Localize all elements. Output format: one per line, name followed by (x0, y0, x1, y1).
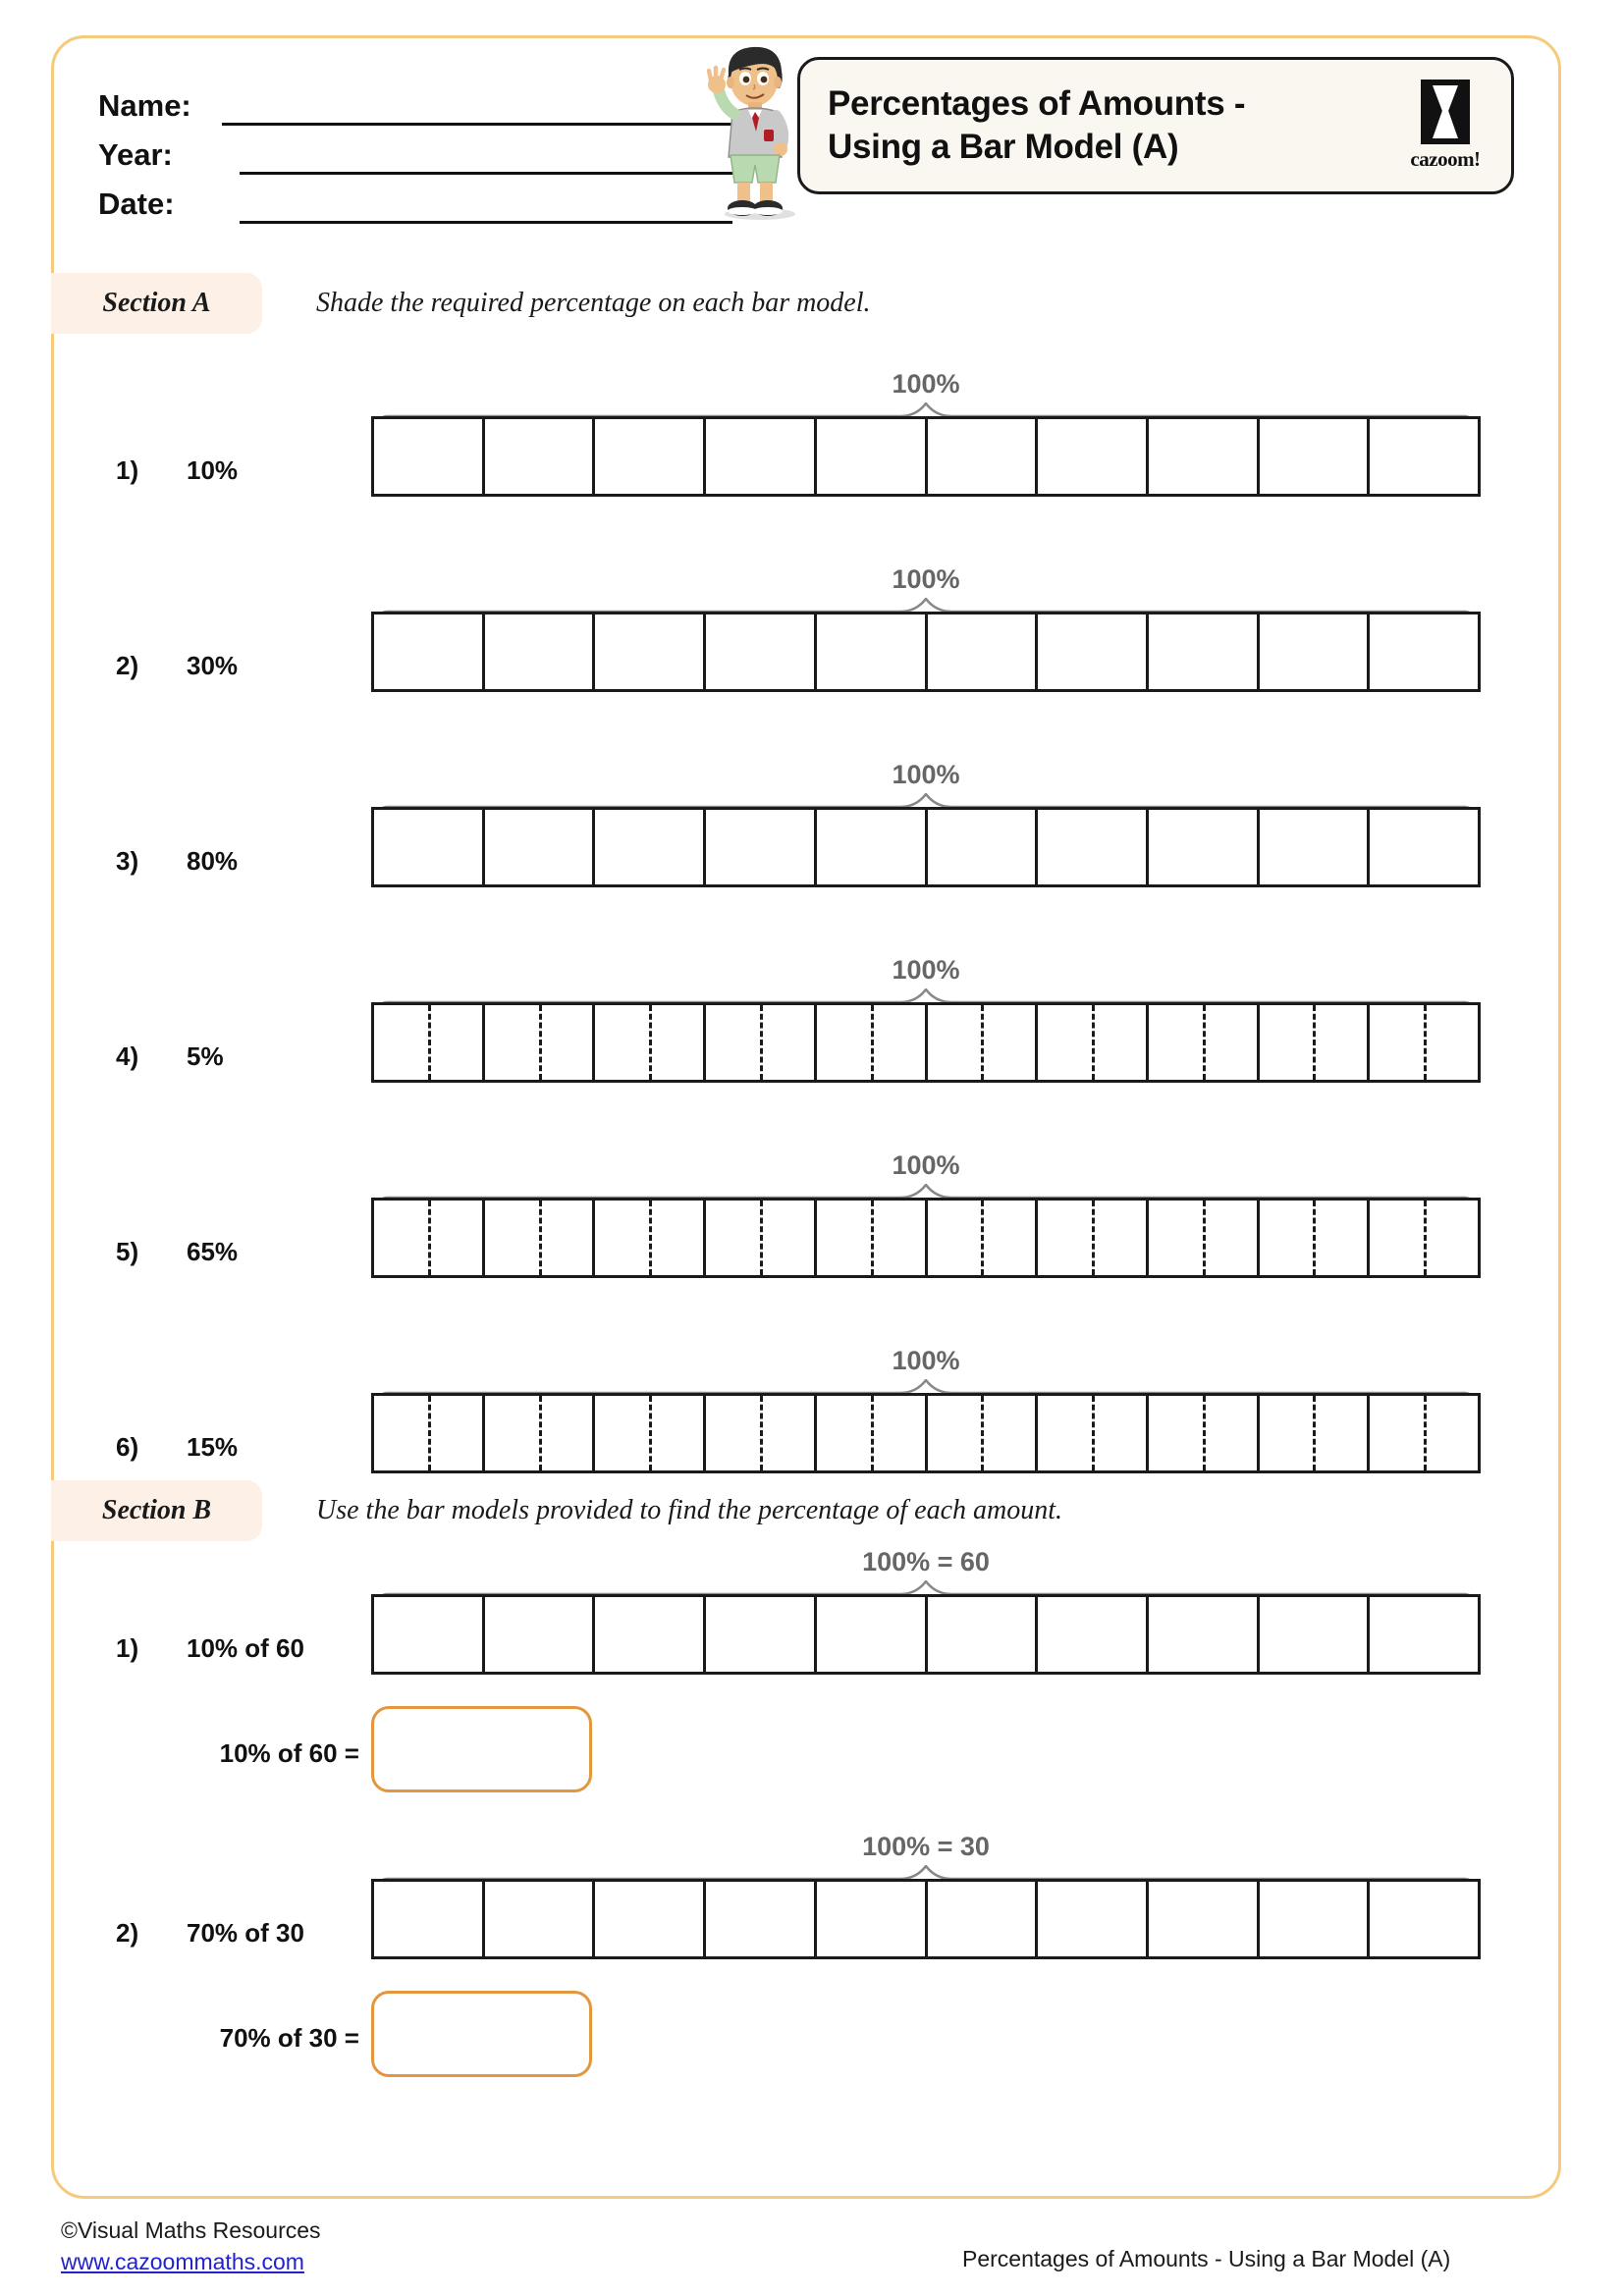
question-number: 2) (116, 1918, 139, 1948)
date-field-input[interactable] (240, 187, 732, 224)
bar-cell[interactable] (1260, 1396, 1371, 1470)
footer-credits (61, 2215, 321, 2277)
bar-cell[interactable] (1038, 1396, 1149, 1470)
bar-cell[interactable] (485, 614, 596, 689)
question-number: 1) (116, 455, 139, 485)
bar-total-label: 100% (892, 1346, 960, 1375)
question-percentage-label: 5% (187, 1041, 224, 1071)
bar-cell[interactable] (1370, 1005, 1478, 1080)
bar-model[interactable] (371, 1002, 1481, 1083)
answer-prompt-label: 10% of 60 = (219, 1738, 359, 1768)
student-info-block (98, 77, 736, 224)
bar-cell[interactable] (1038, 614, 1149, 689)
bar-cell[interactable] (1149, 419, 1260, 494)
bar-cell[interactable] (817, 419, 928, 494)
bar-cell[interactable] (817, 810, 928, 884)
bar-cell[interactable] (1370, 1597, 1478, 1672)
question-number: 6) (116, 1432, 139, 1462)
name-field-label: Name: (98, 88, 191, 123)
bar-cell[interactable] (1149, 1005, 1260, 1080)
worksheet-title-line2: Using a Bar Model (A) (828, 128, 1179, 166)
bar-cell[interactable] (706, 1201, 817, 1275)
bar-cell[interactable] (1149, 1396, 1260, 1470)
bar-cell[interactable] (1260, 1005, 1371, 1080)
bar-cell[interactable] (1149, 614, 1260, 689)
bar-cell[interactable] (706, 1005, 817, 1080)
question-percentage-label: 70% of 30 (187, 1918, 304, 1948)
bar-cell[interactable] (595, 614, 706, 689)
bar-cell[interactable] (817, 1597, 928, 1672)
bar-cell[interactable] (1149, 1201, 1260, 1275)
bar-cell[interactable] (1260, 1201, 1371, 1275)
bar-cell[interactable] (374, 614, 485, 689)
bar-model[interactable] (371, 612, 1481, 692)
bar-cell[interactable] (706, 1396, 817, 1470)
bar-cell[interactable] (1149, 1597, 1260, 1672)
cazoom-logo-icon (1421, 80, 1470, 144)
name-field-row[interactable] (98, 77, 736, 126)
bar-cell[interactable] (485, 1005, 596, 1080)
bar-model[interactable] (371, 1594, 1481, 1675)
answer-input-box[interactable] (371, 1706, 592, 1792)
bar-cell[interactable] (1260, 1882, 1371, 1956)
bar-cell[interactable] (595, 810, 706, 884)
bar-cell[interactable] (374, 1882, 485, 1956)
question-number: 1) (116, 1633, 139, 1663)
bar-model[interactable] (371, 1198, 1481, 1278)
year-field-input[interactable] (240, 138, 732, 175)
question-percentage-label: 65% (187, 1237, 239, 1266)
bar-total-label: 100% (892, 564, 960, 594)
bar-cell[interactable] (595, 1005, 706, 1080)
bar-total-label: 100% = 60 (862, 1547, 990, 1576)
answer-prompt-label: 70% of 30 = (219, 2023, 359, 2053)
bar-cell[interactable] (595, 419, 706, 494)
bar-cell[interactable] (1370, 810, 1478, 884)
date-field-label: Date: (98, 187, 175, 221)
bar-cell[interactable] (817, 1396, 928, 1470)
bar-cell[interactable] (928, 1396, 1039, 1470)
bar-total-label: 100% = 30 (862, 1832, 990, 1861)
bar-cell[interactable] (1038, 810, 1149, 884)
bar-cell[interactable] (1260, 1597, 1371, 1672)
question-percentage-label: 15% (187, 1432, 239, 1462)
bar-cell[interactable] (706, 419, 817, 494)
bar-cell[interactable] (1038, 419, 1149, 494)
bar-cell[interactable] (374, 1396, 485, 1470)
bar-cell[interactable] (706, 810, 817, 884)
bar-model[interactable] (371, 1879, 1481, 1959)
bar-model[interactable] (371, 1393, 1481, 1473)
year-field-label: Year: (98, 137, 173, 172)
bar-cell[interactable] (928, 419, 1039, 494)
worksheet-header (51, 35, 1561, 261)
year-field-row[interactable] (98, 126, 736, 175)
bar-cell[interactable] (1260, 419, 1371, 494)
question-number: 3) (116, 846, 139, 876)
answer-input-box[interactable] (371, 1991, 592, 2077)
bar-cell[interactable] (485, 1597, 596, 1672)
bar-cell[interactable] (1038, 1597, 1149, 1672)
bar-model[interactable] (371, 807, 1481, 887)
bar-cell[interactable] (817, 1882, 928, 1956)
bar-cell[interactable] (1370, 1882, 1478, 1956)
bar-cell[interactable] (928, 1005, 1039, 1080)
bar-cell[interactable] (595, 1597, 706, 1672)
bar-cell[interactable] (374, 810, 485, 884)
bar-cell[interactable] (1370, 1396, 1478, 1470)
bar-cell[interactable] (706, 614, 817, 689)
bar-cell[interactable] (1370, 419, 1478, 494)
bar-cell[interactable] (817, 1005, 928, 1080)
bar-cell[interactable] (928, 1201, 1039, 1275)
section-a-instruction: Shade the required percentage on each bar model. (316, 288, 871, 318)
bar-total-label: 100% (892, 369, 960, 399)
question-percentage-label: 10% of 60 (187, 1633, 304, 1663)
section-b-instruction: Use the bar models provided to find the percentage of each amount. (316, 1495, 1062, 1525)
date-field-row[interactable] (98, 175, 736, 224)
bar-cell[interactable] (485, 1201, 596, 1275)
name-field-input[interactable] (222, 89, 732, 126)
bar-total-label: 100% (892, 760, 960, 789)
question-percentage-label: 80% (187, 846, 239, 876)
bar-cell[interactable] (374, 419, 485, 494)
bar-cell[interactable] (928, 614, 1039, 689)
bar-cell[interactable] (1149, 810, 1260, 884)
bar-cell[interactable] (928, 1597, 1039, 1672)
bar-cell[interactable] (1370, 1201, 1478, 1275)
cazoom-logo (1399, 73, 1491, 179)
bar-cell[interactable] (706, 1882, 817, 1956)
bar-cell[interactable] (1038, 1201, 1149, 1275)
bar-model[interactable] (371, 416, 1481, 497)
bar-cell[interactable] (595, 1201, 706, 1275)
bar-cell[interactable] (595, 1882, 706, 1956)
section-b-chip: Section B (51, 1480, 262, 1541)
footer-worksheet-title: Percentages of Amounts - Using a Bar Model (A) (962, 2246, 1451, 2271)
bar-cell[interactable] (374, 1005, 485, 1080)
cazoom-logo-wordmark: cazoom! (1410, 147, 1481, 171)
bar-cell[interactable] (928, 1882, 1039, 1956)
bar-cell[interactable] (485, 810, 596, 884)
question-number: 2) (116, 651, 139, 680)
footer-copyright: ©Visual Maths Resources (61, 2217, 321, 2243)
footer-website-link[interactable]: www.cazoommaths.com (61, 2249, 304, 2274)
bar-cell[interactable] (485, 1396, 596, 1470)
question-percentage-label: 10% (187, 455, 239, 485)
bar-cell[interactable] (817, 614, 928, 689)
question-number: 5) (116, 1237, 139, 1266)
bar-cell[interactable] (706, 1597, 817, 1672)
section-a-chip: Section A (51, 273, 262, 334)
worksheet-title (828, 82, 1391, 169)
bar-cell[interactable] (485, 419, 596, 494)
bar-cell[interactable] (817, 1201, 928, 1275)
question-number: 4) (116, 1041, 139, 1071)
bar-cell[interactable] (1038, 1005, 1149, 1080)
question-percentage-label: 30% (187, 651, 239, 680)
bar-cell[interactable] (1038, 1882, 1149, 1956)
bar-cell[interactable] (1260, 810, 1371, 884)
bar-cell[interactable] (374, 1597, 485, 1672)
bar-cell[interactable] (1149, 1882, 1260, 1956)
bar-cell[interactable] (1260, 614, 1371, 689)
worksheet-title-box (797, 57, 1514, 194)
worksheet-title-line1: Percentages of Amounts - (828, 84, 1246, 123)
bar-cell[interactable] (595, 1396, 706, 1470)
bar-total-label: 100% (892, 955, 960, 985)
bar-cell[interactable] (485, 1882, 596, 1956)
bar-cell[interactable] (374, 1201, 485, 1275)
bar-cell[interactable] (1370, 614, 1478, 689)
bar-cell[interactable] (928, 810, 1039, 884)
bar-total-label: 100% (892, 1150, 960, 1180)
